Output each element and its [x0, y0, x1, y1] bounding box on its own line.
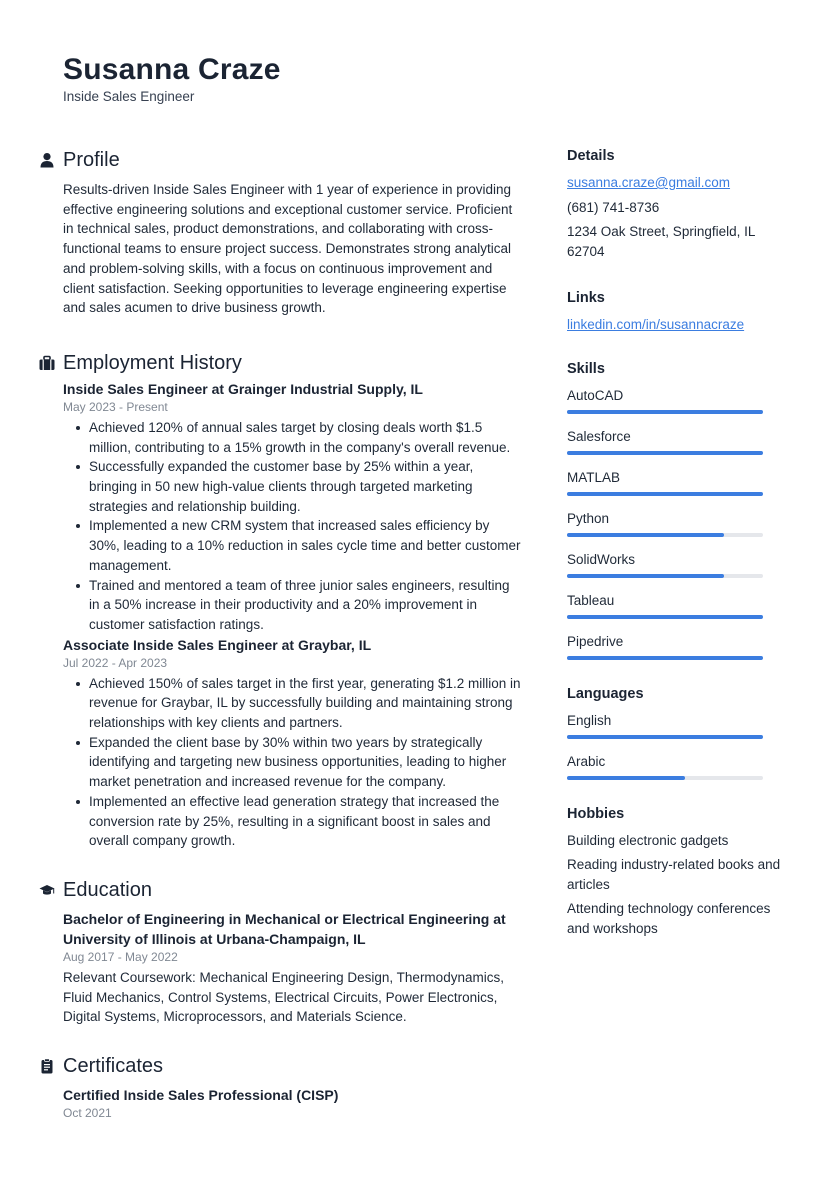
skill-name: Pipedrive — [567, 633, 624, 649]
job-bullets — [63, 418, 523, 635]
skill-name: Tableau — [567, 592, 615, 608]
job-entry — [63, 379, 523, 635]
certificate-icon — [39, 1058, 55, 1074]
language-name: English — [567, 712, 612, 728]
candidate-name: Susanna Craze — [63, 53, 281, 86]
job-dates: May 2023 - Present — [63, 399, 168, 414]
details-heading: Details — [567, 148, 615, 164]
sidebar — [567, 146, 782, 943]
profile-section — [63, 146, 523, 318]
skill-item — [567, 509, 782, 537]
job-bullet: Successfully expanded the customer base by 25% within a year, bringing in 50 new high-value clients through targeted marketing strategies and relationship building. — [89, 457, 523, 516]
certificate-name: Certified Inside Sales Professional (CISP) — [63, 1087, 339, 1104]
skill-bar-fill — [567, 656, 763, 660]
language-item — [567, 711, 782, 739]
resume-header — [63, 52, 281, 104]
job-bullet: Implemented a new CRM system that increased sales efficiency by 30%, leading to a 10% reduction in sales cycle time and better customer management. — [89, 516, 523, 575]
language-bar — [567, 776, 763, 780]
profile-summary: Results-driven Inside Sales Engineer with 1 year of experience in providing effective engineering solutions and exceptional customer service. Proficient in technical sales, product demonstrations, and collaborating with cross-functional teams to ensure project success. Demonstrates strong analytical and problem-solving skills, with a focus on continuous improvement and client satisfaction. Seeking opportunities to leverage engineering expertise and sales acumen to drive business growth. — [63, 182, 513, 316]
employment-section — [63, 349, 523, 851]
job-bullet: Implemented an effective lead generation strategy that increased the conversion rate by 25%, resulting in a significant boost in sales and overall company growth. — [89, 792, 523, 851]
address: 1234 Oak Street, Springfield, IL 62704 — [567, 224, 755, 259]
skill-name: MATLAB — [567, 469, 621, 485]
education-section — [63, 876, 523, 1027]
language-item — [567, 752, 782, 780]
graduation-cap-icon — [39, 882, 55, 898]
skill-name: AutoCAD — [567, 387, 624, 403]
job-title: Associate Inside Sales Engineer at Graybar, IL — [63, 636, 372, 653]
candidate-title: Inside Sales Engineer — [63, 89, 195, 104]
skill-item — [567, 427, 782, 455]
job-bullet: Achieved 120% of annual sales target by closing deals worth $1.5 million, contributing to a 15% growth in the company's overall revenue. — [89, 418, 523, 457]
certificates-heading: Certificates — [63, 1055, 164, 1078]
skill-bar — [567, 451, 763, 455]
skill-bar-fill — [567, 451, 763, 455]
skill-name: Python — [567, 510, 610, 526]
certificates-section — [63, 1052, 523, 1122]
degree-title: Bachelor of Engineering in Mechanical or Electrical Engineering at University of Illinois at Urbana-Champaign, IL — [63, 910, 506, 947]
skill-bar — [567, 492, 763, 496]
linkedin-link[interactable]: linkedin.com/in/susannacraze — [567, 317, 745, 332]
skill-item — [567, 386, 782, 414]
job-bullet: Trained and mentored a team of three junior sales engineers, resulting in a 50% increase in their productivity and a 20% improvement in customer satisfaction ratings. — [89, 576, 523, 635]
hobbies-heading: Hobbies — [567, 805, 625, 822]
skill-bar — [567, 410, 763, 414]
job-bullet: Achieved 150% of sales target in the first year, generating $1.2 million in revenue for Graybar, IL by successfully building and maintaining strong relationships with key clients and partners. — [89, 674, 523, 733]
phone-number: (681) 741-8736 — [567, 199, 660, 215]
skill-item — [567, 550, 782, 578]
skill-bar-fill — [567, 615, 763, 619]
skill-bar — [567, 533, 763, 537]
skill-name: Salesforce — [567, 428, 631, 444]
main-column — [63, 146, 523, 1124]
skill-bar-fill — [567, 410, 763, 414]
skills-heading: Skills — [567, 360, 605, 377]
language-bar — [567, 735, 763, 739]
skill-item — [567, 468, 782, 496]
skill-bar-fill — [567, 533, 724, 537]
skill-bar-fill — [567, 574, 724, 578]
email-link[interactable]: susanna.craze@gmail.com — [567, 175, 731, 190]
job-bullet: Expanded the client base by 30% within two years by strategically identifying and targeting new business opportunities, leading to higher market penetration and increased revenue for the company. — [89, 733, 523, 792]
profile-heading: Profile — [63, 149, 120, 171]
skills-list — [567, 386, 782, 660]
hobby-item: Reading industry-related books and articles — [567, 857, 781, 892]
job-entry — [63, 635, 523, 851]
job-bullets — [63, 674, 523, 851]
skill-bar — [567, 615, 763, 619]
briefcase-icon — [39, 355, 55, 371]
skill-name: SolidWorks — [567, 551, 636, 567]
education-dates: Aug 2017 - May 2022 — [63, 949, 178, 964]
links-heading: Links — [567, 290, 605, 306]
skill-bar — [567, 656, 763, 660]
languages-list — [567, 711, 782, 780]
job-dates: Jul 2022 - Apr 2023 — [63, 655, 168, 670]
skill-item — [567, 632, 782, 660]
education-heading: Education — [63, 878, 152, 901]
coursework: Relevant Coursework: Mechanical Engineering Design, Thermodynamics, Fluid Mechanics, Control Systems, Electrical Circuits, Power Electronics, Digital Systems, Microprocessors, and Materials Science. — [63, 969, 504, 1025]
skill-bar — [567, 574, 763, 578]
language-bar-fill — [567, 735, 763, 739]
job-title: Inside Sales Engineer at Grainger Industrial Supply, IL — [63, 380, 423, 397]
certificate-date: Oct 2021 — [63, 1106, 112, 1121]
language-name: Arabic — [567, 753, 606, 769]
language-bar-fill — [567, 776, 685, 780]
employment-heading: Employment History — [63, 351, 242, 374]
skill-item — [567, 591, 782, 619]
languages-heading: Languages — [567, 685, 644, 702]
hobby-item: Attending technology conferences and workshops — [567, 901, 771, 936]
hobby-item: Building electronic gadgets — [567, 832, 729, 848]
skill-bar-fill — [567, 492, 763, 496]
person-icon — [39, 152, 55, 168]
